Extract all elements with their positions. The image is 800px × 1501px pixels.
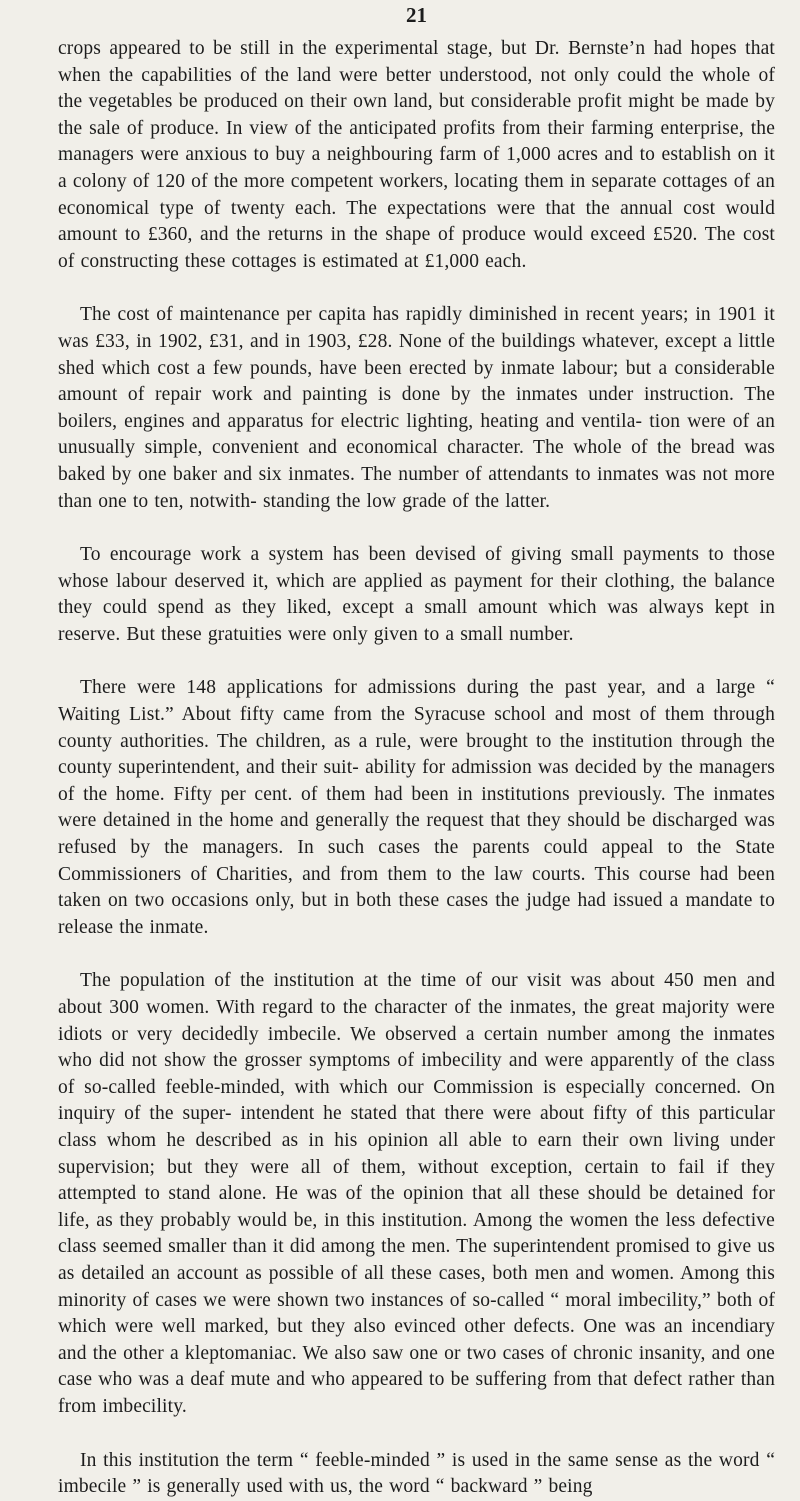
paragraph: In this institution the term “ feeble-minded ” is used in the same sense as the word “ imbecile ” is generally used with us, the word “ backward ” being [58, 1449, 775, 1498]
paragraph: There were 148 applications for admissions during the past year, and a large “ Waiting List.” About fifty came from the Syracuse school and most of them through county authorities. The children, as a rule, were brought to the institution through the county superintendent, and their suit- ability for admission was decided by the managers of the home. Fifty per cent. of them had been in institutions previously. The inmates were detained in the home and generally the request that they should be discharged was refused by the managers. In such cases the parents could appeal to the State Commissioners of Charities, and from them to the law courts. This course had been taken on two occasions only, but in both these cases the judge had issued a mandate to release the inmate. [58, 677, 775, 938]
paragraph: The cost of maintenance per capita has rapidly diminished in recent years; in 1901 it was £33, in 1902, £31, and in 1903, £28. None of the buildings whatever, except a little shed which cost a few pounds, have been erected by inmate labour; but a considerable amount of repair work and painting is done by the inmates under instruction. The boilers, engines and apparatus for electric lighting, heating and ventila- tion were of an unusually simple, convenient and economical character. The whole of the bread was baked by one baker and six inmates. The number of attendants to inmates was not more than one to ten, notwith- standing the low grade of the latter. [58, 304, 775, 512]
paragraph: The population of the institution at the time of our visit was about 450 men and about 300 women. With regard to the character of the inmates, the great majority were idiots or very decidedly imbecile. We observed a certain number among the inmates who did not show the grosser symptoms of imbecility and were apparently of the class of so-called feeble-minded, with which our Commission is especially concerned. On inquiry of the super- intendent he stated that there were about fifty of this particular class whom he described as in his opinion all able to earn their own living under supervision; but they were all of them, without exception, certain to fail if they attempted to stand alone. He was of the opinion that all these should be detained for life, as they probably would be, in this institution. Among the women the less defective class seemed smaller than it did among the men. The superintendent promised to give us as detailed an account as possible of all these cases, both men and women. Among this minority of cases we were shown two instances of so-called “ moral imbecility,” both of which were well marked, but they also evinced other defects. One was an incendiary and the other a kleptomaniac. We also saw one or two cases of chronic insanity, and one case who was a deaf mute and who appeared to be suffering from that defect rather than from imbecility. [58, 970, 776, 1417]
paragraph: crops appeared to be still in the experimental stage, but Dr. Bernste’n had hopes that when the capabilities of the land were better understood, not only could the whole of the vegetables be produced on their own land, but considerable profit might be made by the sale of produce. In view of the anticipated profits from their farming enterprise, the managers were anxious to buy a neighbouring farm of 1,000 acres and to establish on it a colony of 120 of the more competent workers, locating them in separate cottages of an economical type of twenty each. The expectations were that the annual cost would amount to £360, and the returns in the shape of produce would exceed £520. The cost of constructing these cottages is estimated at £1,000 each. [58, 38, 775, 272]
paragraph: To encourage work a system has been devised of giving small payments to those whose labour deserved it, which are applied as payment for their clothing, the balance they could spend as they liked, except a small amount which was always kept in reserve. But these gratuities were only given to a small number. [58, 544, 775, 645]
page-number: 21 [406, 3, 427, 27]
